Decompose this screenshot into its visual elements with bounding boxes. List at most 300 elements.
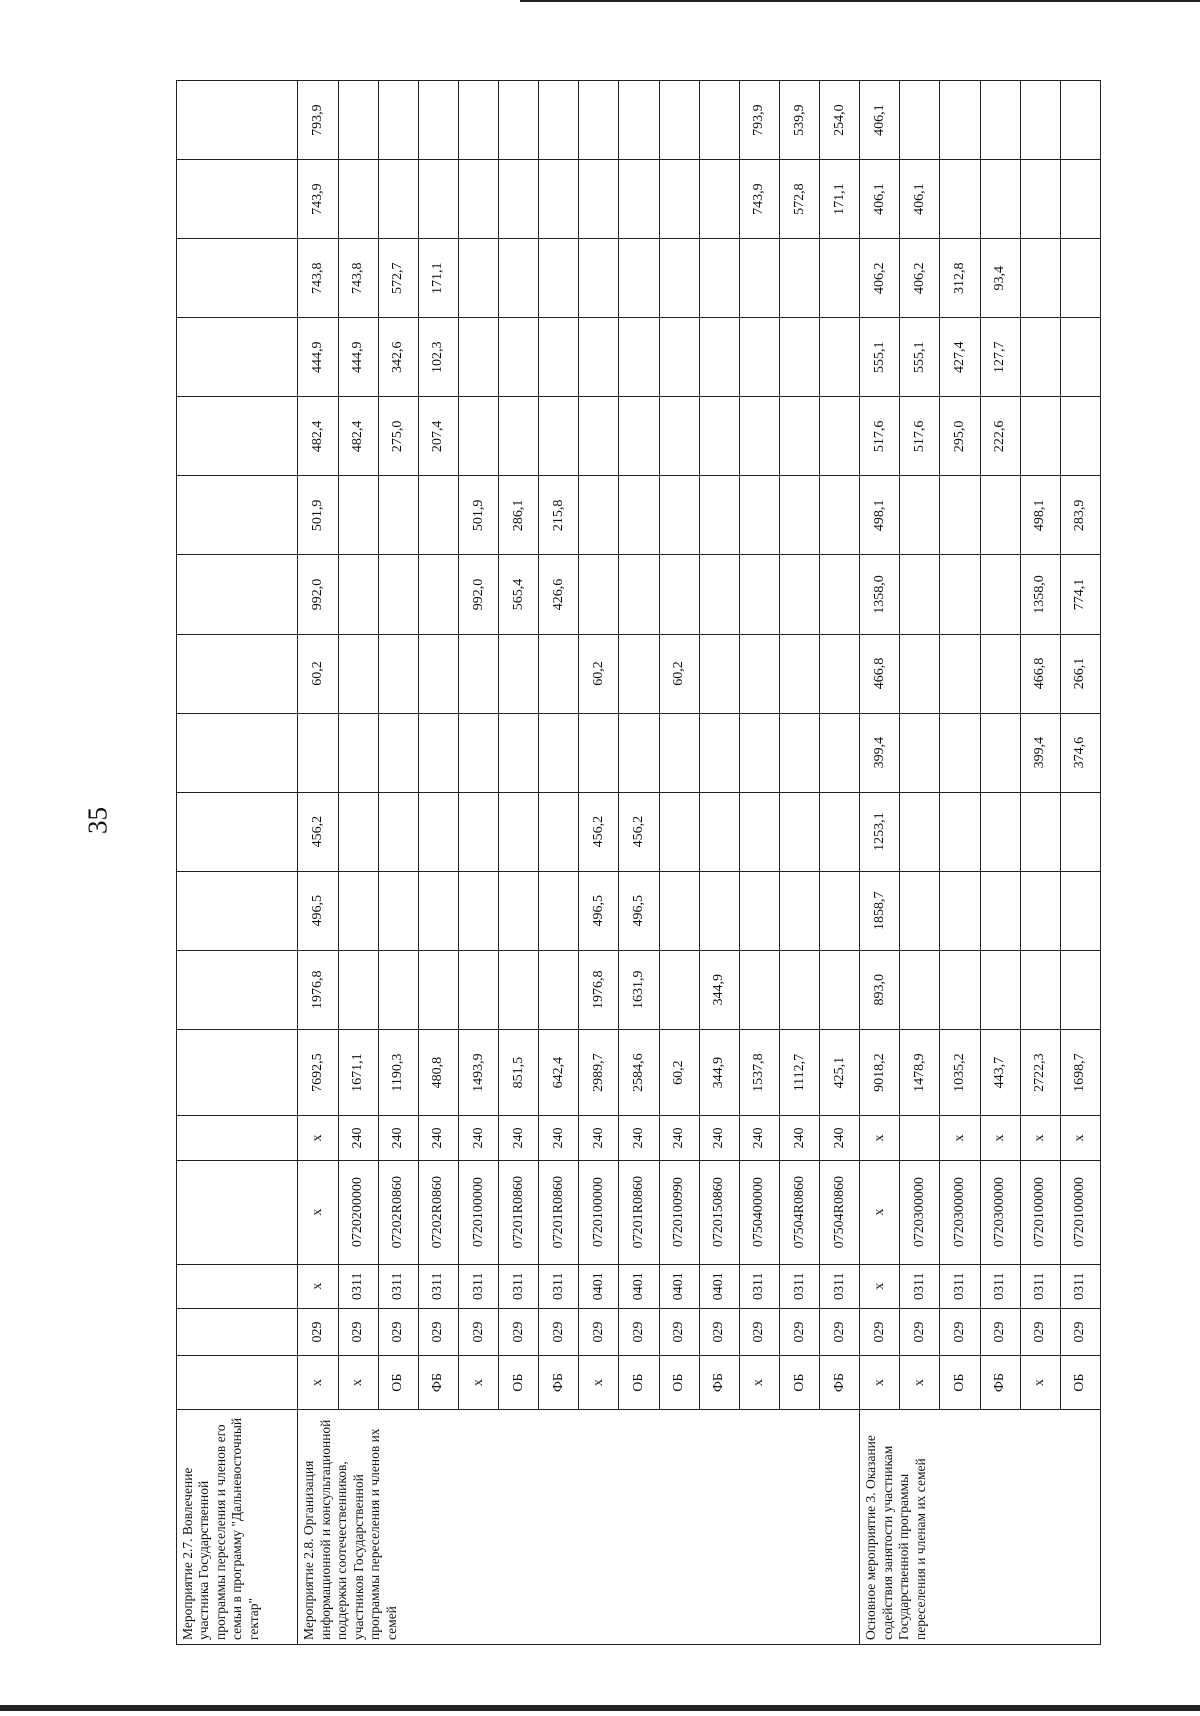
table-cell <box>980 160 1020 239</box>
table-cell: 0311 <box>779 1264 819 1308</box>
table-cell: 60,2 <box>579 634 619 713</box>
table-cell: 2989,7 <box>579 1029 619 1115</box>
table-body <box>177 81 1101 1645</box>
table-cell: 07202R0860 <box>378 1160 418 1264</box>
table-cell: x <box>338 1355 378 1409</box>
table-cell: x <box>298 1264 338 1308</box>
table-cell: 406,1 <box>860 81 900 160</box>
table-cell <box>699 871 739 950</box>
table-cell: ОБ <box>619 1355 659 1409</box>
table-cell: 0720100000 <box>1020 1160 1060 1264</box>
table-cell <box>458 792 498 871</box>
table-cell: 127,7 <box>980 318 1020 397</box>
table-cell: 240 <box>579 1116 619 1160</box>
table-cell: 0401 <box>699 1264 739 1308</box>
table-cell: 0311 <box>1020 1264 1060 1308</box>
table-cell <box>659 555 699 634</box>
table-cell <box>1060 397 1100 476</box>
table-cell: 240 <box>619 1116 659 1160</box>
table-cell: 443,7 <box>980 1029 1020 1115</box>
table-cell <box>378 792 418 871</box>
table-cell: 0401 <box>659 1264 699 1308</box>
table-cell: 029 <box>779 1309 819 1356</box>
table-cell <box>378 81 418 160</box>
table-cell: 0720300000 <box>900 1160 940 1264</box>
table-cell <box>779 555 819 634</box>
table-cell <box>1020 318 1060 397</box>
table-cell: 555,1 <box>900 318 940 397</box>
table-cell: 0401 <box>619 1264 659 1308</box>
table-cell: 254,0 <box>820 81 860 160</box>
table-cell: 425,1 <box>820 1029 860 1115</box>
table-cell: 2584,6 <box>619 1029 659 1115</box>
table-cell: 266,1 <box>1060 634 1100 713</box>
table-cell <box>418 81 458 160</box>
table-cell <box>739 634 779 713</box>
table-cell <box>539 634 579 713</box>
table-cell: 344,9 <box>699 950 739 1029</box>
table-cell: 1478,9 <box>900 1029 940 1115</box>
table-cell: 0311 <box>378 1264 418 1308</box>
table-cell <box>779 871 819 950</box>
table-cell: x <box>1020 1116 1060 1160</box>
table-cell <box>458 239 498 318</box>
table-cell <box>739 239 779 318</box>
table-cell: 0311 <box>539 1264 579 1308</box>
table-cell <box>739 397 779 476</box>
table-cell <box>699 634 739 713</box>
table-cell <box>1060 871 1100 950</box>
table-cell <box>739 713 779 792</box>
activity-description: Основное мероприятие 3. Оказание содействия занятости участникам Государственной программы переселения и членам их семей <box>860 1410 1101 1645</box>
rotated-table-container <box>176 80 1101 1645</box>
table-cell <box>418 713 458 792</box>
table-cell <box>980 713 1020 792</box>
table-cell <box>458 634 498 713</box>
table-cell: 029 <box>820 1309 860 1356</box>
table-cell: 215,8 <box>539 476 579 555</box>
table-cell: 029 <box>619 1309 659 1356</box>
table-cell: ФБ <box>418 1355 458 1409</box>
table-cell <box>619 318 659 397</box>
table-cell: 029 <box>739 1309 779 1356</box>
table-cell: x <box>860 1264 900 1308</box>
table-cell: 0311 <box>499 1264 539 1308</box>
table-cell: 1253,1 <box>860 792 900 871</box>
table-cell <box>298 713 338 792</box>
table-cell: 0720100990 <box>659 1160 699 1264</box>
table-cell: 0311 <box>739 1264 779 1308</box>
table-cell: 344,9 <box>699 1029 739 1115</box>
table-cell <box>900 634 940 713</box>
table-cell <box>699 239 739 318</box>
table-cell <box>539 81 579 160</box>
table-cell <box>418 476 458 555</box>
table-cell <box>338 634 378 713</box>
table-cell: 427,4 <box>940 318 980 397</box>
table-cell <box>579 239 619 318</box>
table-cell: 1190,3 <box>378 1029 418 1115</box>
table-cell <box>619 555 659 634</box>
table-cell <box>699 713 739 792</box>
table-cell <box>900 871 940 950</box>
table-cell: ФБ <box>699 1355 739 1409</box>
table-cell: 1858,7 <box>860 871 900 950</box>
table-cell <box>177 1355 298 1409</box>
table-cell <box>458 160 498 239</box>
table-cell: 572,7 <box>378 239 418 318</box>
table-cell <box>739 318 779 397</box>
table-cell: 07504R0860 <box>820 1160 860 1264</box>
table-cell <box>378 555 418 634</box>
table-cell: 07201R0860 <box>539 1160 579 1264</box>
table-cell: 1976,8 <box>298 950 338 1029</box>
table-cell <box>177 792 298 871</box>
table-cell <box>539 239 579 318</box>
table-cell: 029 <box>579 1309 619 1356</box>
table-cell: 406,1 <box>860 160 900 239</box>
table-cell <box>900 792 940 871</box>
table-cell: 60,2 <box>659 1029 699 1115</box>
table-cell: 406,2 <box>860 239 900 318</box>
table-cell <box>579 397 619 476</box>
table-cell <box>980 555 1020 634</box>
table-cell: 9018,2 <box>860 1029 900 1115</box>
table-cell <box>699 81 739 160</box>
table-cell: 0720150860 <box>699 1160 739 1264</box>
table-cell: 851,5 <box>499 1029 539 1115</box>
table-cell <box>499 950 539 1029</box>
table-cell <box>900 950 940 1029</box>
table-cell <box>177 1116 298 1160</box>
table-cell: 171,1 <box>820 160 860 239</box>
table-cell: 0720300000 <box>980 1160 1020 1264</box>
table-cell <box>458 950 498 1029</box>
table-cell: x <box>579 1355 619 1409</box>
table-cell <box>659 318 699 397</box>
table-cell <box>418 871 458 950</box>
table-cell <box>659 950 699 1029</box>
table-cell <box>378 160 418 239</box>
table-cell: 240 <box>378 1116 418 1160</box>
table-cell: 1358,0 <box>1020 555 1060 634</box>
table-cell <box>177 318 298 397</box>
table-cell <box>579 318 619 397</box>
table-cell <box>659 713 699 792</box>
table-cell <box>699 397 739 476</box>
table-cell: 482,4 <box>338 397 378 476</box>
table-cell: 0311 <box>900 1264 940 1308</box>
table-cell <box>579 81 619 160</box>
table-cell <box>177 160 298 239</box>
table-cell: x <box>298 1116 338 1160</box>
table-cell <box>619 634 659 713</box>
table-cell: ОБ <box>499 1355 539 1409</box>
table-cell: 0720300000 <box>940 1160 980 1264</box>
table-cell <box>820 871 860 950</box>
table-cell: 60,2 <box>659 634 699 713</box>
table-cell <box>177 1029 298 1115</box>
table-cell: 496,5 <box>619 871 659 950</box>
table-cell: 893,0 <box>860 950 900 1029</box>
table-cell: ФБ <box>539 1355 579 1409</box>
table-cell <box>1020 81 1060 160</box>
table-cell: x <box>1060 1116 1100 1160</box>
table-cell: 029 <box>378 1309 418 1356</box>
table-cell: 555,1 <box>860 318 900 397</box>
table-cell: ФБ <box>820 1355 860 1409</box>
table-cell <box>779 792 819 871</box>
table-cell <box>779 713 819 792</box>
activity-description: Мероприятие 2.8. Организация информационной и консультационной поддержки соотечественников, участников Государственной программы переселения и членов их семей <box>298 1410 860 1645</box>
table-cell <box>940 81 980 160</box>
table-cell <box>1060 81 1100 160</box>
table-cell <box>177 713 298 792</box>
table-cell: x <box>298 1160 338 1264</box>
table-cell: 240 <box>539 1116 579 1160</box>
table-cell <box>338 792 378 871</box>
table-cell <box>1060 239 1100 318</box>
table-cell: 102,3 <box>418 318 458 397</box>
table-cell <box>338 713 378 792</box>
table-cell <box>338 555 378 634</box>
table-cell <box>779 634 819 713</box>
table-cell: 60,2 <box>298 634 338 713</box>
table-cell: 295,0 <box>940 397 980 476</box>
table-cell: 7692,5 <box>298 1029 338 1115</box>
table-cell <box>619 160 659 239</box>
table-cell <box>1020 160 1060 239</box>
table-cell <box>338 160 378 239</box>
table-cell <box>940 792 980 871</box>
table-cell <box>699 476 739 555</box>
table-cell: x <box>860 1160 900 1264</box>
table-cell: 1493,9 <box>458 1029 498 1115</box>
table-cell: 029 <box>338 1309 378 1356</box>
table-cell <box>579 555 619 634</box>
table-cell: 498,1 <box>860 476 900 555</box>
table-cell: 222,6 <box>980 397 1020 476</box>
table-cell: x <box>298 1355 338 1409</box>
table-cell <box>378 871 418 950</box>
table-cell <box>177 1264 298 1308</box>
table-cell: 0720100000 <box>458 1160 498 1264</box>
table-cell <box>539 713 579 792</box>
table-cell: x <box>940 1116 980 1160</box>
table-cell <box>779 318 819 397</box>
table-cell <box>499 239 539 318</box>
table-cell: 207,4 <box>418 397 458 476</box>
table-cell <box>980 476 1020 555</box>
table-cell: 1976,8 <box>579 950 619 1029</box>
table-cell <box>338 81 378 160</box>
table-cell: 07201R0860 <box>619 1160 659 1264</box>
table-cell <box>338 950 378 1029</box>
table-cell <box>177 634 298 713</box>
table-cell: 029 <box>699 1309 739 1356</box>
table-cell <box>940 555 980 634</box>
table-cell: 1537,8 <box>739 1029 779 1115</box>
table-cell: 399,4 <box>1020 713 1060 792</box>
table-cell: 240 <box>499 1116 539 1160</box>
table-cell <box>820 792 860 871</box>
table-cell <box>177 950 298 1029</box>
table-cell: 501,9 <box>298 476 338 555</box>
table-cell <box>177 239 298 318</box>
table-cell <box>177 1309 298 1356</box>
table-cell: 1671,1 <box>338 1029 378 1115</box>
table-cell <box>539 950 579 1029</box>
table-cell: 793,9 <box>298 81 338 160</box>
table-cell <box>177 397 298 476</box>
table-cell: 466,8 <box>860 634 900 713</box>
table-cell <box>619 81 659 160</box>
table-cell: 029 <box>940 1309 980 1356</box>
table-cell <box>338 476 378 555</box>
table-cell <box>619 239 659 318</box>
table-cell <box>177 81 298 160</box>
table-cell <box>418 950 458 1029</box>
table-cell: 992,0 <box>298 555 338 634</box>
table-cell <box>539 160 579 239</box>
table-cell <box>1020 792 1060 871</box>
table-cell <box>177 555 298 634</box>
table-cell <box>579 160 619 239</box>
table-cell: 029 <box>499 1309 539 1356</box>
table-cell: 0311 <box>458 1264 498 1308</box>
table-cell <box>579 713 619 792</box>
table-cell <box>1060 160 1100 239</box>
table-cell: 240 <box>820 1116 860 1160</box>
table-cell <box>1060 950 1100 1029</box>
table-cell <box>418 634 458 713</box>
table-cell: 0311 <box>1060 1264 1100 1308</box>
table-cell <box>779 239 819 318</box>
table-cell <box>378 476 418 555</box>
table-cell <box>418 160 458 239</box>
table-cell <box>338 871 378 950</box>
table-cell: 240 <box>779 1116 819 1160</box>
table-cell: 240 <box>338 1116 378 1160</box>
table-cell: 029 <box>860 1309 900 1356</box>
table-cell <box>900 476 940 555</box>
table-cell <box>659 792 699 871</box>
table-cell: ОБ <box>659 1355 699 1409</box>
table-cell: 275,0 <box>378 397 418 476</box>
table-cell <box>779 476 819 555</box>
table-row <box>177 81 298 1645</box>
table-cell: 029 <box>458 1309 498 1356</box>
table-cell <box>980 634 1020 713</box>
table-cell <box>940 476 980 555</box>
table-cell: 743,8 <box>338 239 378 318</box>
table-cell: 482,4 <box>298 397 338 476</box>
table-cell: 743,8 <box>298 239 338 318</box>
table-cell: 171,1 <box>418 239 458 318</box>
table-cell: 565,4 <box>499 555 539 634</box>
table-cell <box>900 555 940 634</box>
table-cell <box>539 397 579 476</box>
table-cell <box>378 634 418 713</box>
table-cell <box>1060 792 1100 871</box>
table-cell: 07504R0860 <box>779 1160 819 1264</box>
table-cell: 406,2 <box>900 239 940 318</box>
table-cell: 572,8 <box>779 160 819 239</box>
table-cell: 0311 <box>980 1264 1020 1308</box>
table-cell <box>378 713 418 792</box>
table-cell <box>820 239 860 318</box>
table-cell <box>699 555 739 634</box>
table-cell: 1112,7 <box>779 1029 819 1115</box>
table-cell <box>659 397 699 476</box>
table-cell: 029 <box>1020 1309 1060 1356</box>
table-cell: 539,9 <box>779 81 819 160</box>
table-cell <box>820 555 860 634</box>
table-cell: 1698,7 <box>1060 1029 1100 1115</box>
table-cell <box>1020 950 1060 1029</box>
table-cell: 240 <box>699 1116 739 1160</box>
table-cell <box>458 318 498 397</box>
table-cell: 283,9 <box>1060 476 1100 555</box>
table-cell: 498,1 <box>1020 476 1060 555</box>
table-cell: 1631,9 <box>619 950 659 1029</box>
table-cell <box>1060 318 1100 397</box>
table-cell <box>1020 239 1060 318</box>
table-cell <box>378 950 418 1029</box>
table-cell <box>900 1116 940 1160</box>
table-cell: 07201R0860 <box>499 1160 539 1264</box>
table-cell: ОБ <box>1060 1355 1100 1409</box>
table-cell <box>458 397 498 476</box>
table-cell: 240 <box>659 1116 699 1160</box>
table-cell: x <box>739 1355 779 1409</box>
table-cell: 0311 <box>820 1264 860 1308</box>
table-cell: 992,0 <box>458 555 498 634</box>
table-cell <box>820 318 860 397</box>
table-cell: 456,2 <box>619 792 659 871</box>
table-cell <box>739 792 779 871</box>
table-cell: 774,1 <box>1060 555 1100 634</box>
table-cell <box>499 397 539 476</box>
table-cell: 0311 <box>338 1264 378 1308</box>
table-cell <box>499 634 539 713</box>
activity-description: Мероприятие 2.7. Вовлечение участника Государственной программы переселения и членов его семьи в программу "Дальневосточный гектар" <box>177 1410 298 1645</box>
table-cell <box>659 239 699 318</box>
table-cell <box>820 397 860 476</box>
table-cell <box>980 81 1020 160</box>
table-cell <box>1020 397 1060 476</box>
table-cell: 240 <box>739 1116 779 1160</box>
table-row <box>860 81 900 1645</box>
table-cell: ОБ <box>779 1355 819 1409</box>
table-cell <box>659 476 699 555</box>
table-cell <box>940 950 980 1029</box>
table-cell <box>499 318 539 397</box>
table-cell <box>539 318 579 397</box>
table-cell <box>820 713 860 792</box>
table-cell <box>980 792 1020 871</box>
table-cell: ОБ <box>378 1355 418 1409</box>
table-cell <box>699 318 739 397</box>
table-cell <box>458 871 498 950</box>
table-cell: 0311 <box>418 1264 458 1308</box>
table-cell: 501,9 <box>458 476 498 555</box>
table-cell: 480,8 <box>418 1029 458 1115</box>
table-cell <box>820 476 860 555</box>
table-cell: 029 <box>980 1309 1020 1356</box>
table-cell <box>539 792 579 871</box>
table-cell: 793,9 <box>739 81 779 160</box>
